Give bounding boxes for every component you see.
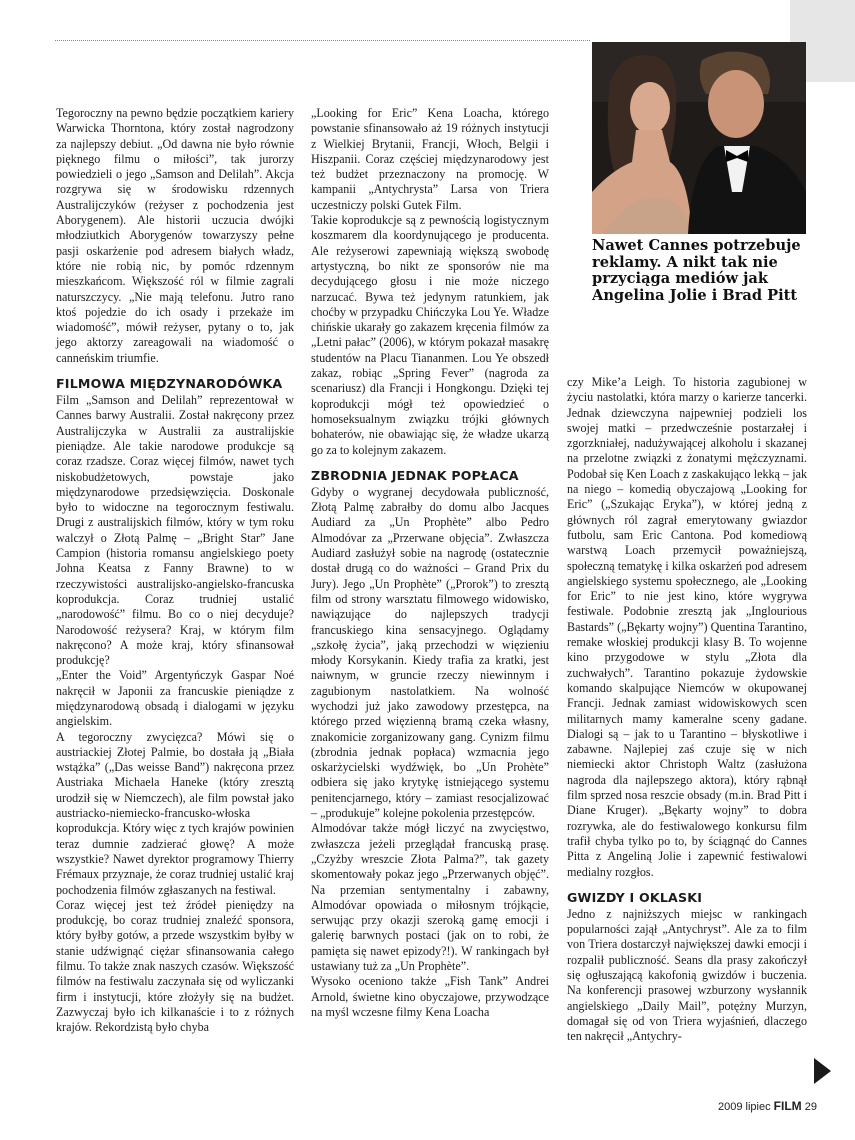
celebrity-photo — [592, 42, 806, 234]
paragraph: Almodóvar także mógł liczyć na zwycięstwo, zwłaszcza jeżeli przeglądał francuską prasę. „Czyżby wreszcie Złota Palma?”, tak gazety skomentowały pokaz jego „Przerwanych objęć”. Na przemian sentymentalny i zabawny, Almodóvar opowiada o miłosnym trójkącie, serwując przy okazji szeroką gamę emocji i galerię barwnych postaci (jak on to robi, że pamięta się nawet epizody?!). W rankingach był ustawiany tuż za „Un Prophète”. — [311, 821, 549, 974]
photo-illustration — [592, 42, 806, 234]
paragraph: „Looking for Eric” Kena Loacha, którego powstanie sfinansowało aż 19 różnych instytucji z Wielkiej Brytanii, Francji, Włoch, Belgii i Hiszpanii. Coraz częściej międzynarodowy jest też budżet przeznaczony na promocję. W kampanii „Antychrysta” Larsa von Triera uczestniczy polski Gutek Film. — [311, 106, 549, 212]
paragraph: Wysoko oceniono także „Fish Tank” Andrei Arnold, świetne kino obyczajowe, przywodzące na myśl wczesne filmy Kena Loacha — [311, 974, 549, 1019]
next-page-arrow-icon — [814, 1058, 831, 1084]
page-number: 29 — [804, 1101, 817, 1113]
section-heading: ZBRODNIA JEDNAK POPŁACA — [311, 467, 519, 483]
paragraph: Jedno z najniższych miejsc w rankingach popularności zajął „Antychryst”. Ale za to film von Triera dostarczył największej dawki emocji i rozpalił publiczność. Seans dla prasy zakończył się ogłuszającą kakofonią gwizdów i buczenia. Na konferencji prasowej wzburzony wysłannik angielskiego „Daily Mail”, potężny Murzyn, domagał się od von Triera wyjaśnień, dlaczego ten nakręcił „Antychry- — [567, 906, 807, 1044]
section-heading: GWIZDY I OKLASKI — [567, 889, 703, 905]
top-dotted-rule — [55, 40, 590, 41]
paragraph: Coraz więcej jest też źródeł pieniędzy na produkcję, bo coraz trudniej znaleźć sponsora, który byłby gotów, a przede wszystkim byłby w stanie udźwignąć ciężar sfinansowania całego filmu. To także znak naszych czasów. Większość filmów na festiwalu zaczynała się od wyliczanki firm i instytucji, które złożyły się na budżet. Zazwyczaj było ich kilkanaście i to z różnych krajów. Rekordzistą było chyba — [56, 897, 294, 1035]
paragraph: Tegoroczny na pewno będzie początkiem kariery Warwicka Thorntona, który został nagrodzony za najlepszy debiut. „Od dawna nie było równie pięknego filmu o miłości”, tak jurorzy powiedzieli o jego „Samson and Delilah”. Akcja rozgrywa się w środowisku rdzennych Australijczyków (reżyser z pochodzenia jest Aborygenem). Ale historii uczucia dwójki młodziutkich Aborygenów towarzyszy pełne pasji oskarżenie pod adresem białych władz, które nie robią nic, by pomóc rdzennym mieszkańcom. Większość ról w filmie zagrali naturszczycy. „Nie mają telefonu. Jutro rano ktoś pojedzie do ich osady i przekaże im wiadomość”, mówił reżyser, pytany o to, jak jego aktorzy zareagowali na wiadomość o canneńskim triumfie. — [56, 106, 294, 365]
article-column-1 — [56, 106, 294, 1036]
article-column-3 — [567, 375, 807, 1044]
article-column-2 — [311, 106, 549, 1020]
paragraph: A tegoroczny zwycięzca? Mówi się o austriackiej Złotej Palmie, bo dostała ją „Biała wstążka” („Das weisse Band”) nakręcona przez Austriaka Michaela Haneke (który zresztą urodził się w Niemczech), ale film powstał jako austriacko-niemiecko-francusko-włoska koprodukcja. Który więc z tych krajów powinien teraz dumnie zadzierać głowę? A może wszystkie? Nawet dyrektor programowy Thierry Frémaux przyznaje, że coraz trudniej ustalić kraj pochodzenia filmów zgłaszanych na festiwal. — [56, 729, 294, 897]
paragraph: „Enter the Void” Argentyńczyk Gaspar Noé nakręcił w Japonii za francuskie pieniądze z międzynarodową obsadą i dialogami w języku angielskim. — [56, 668, 294, 729]
photo-caption: Nawet Cannes potrzebuje reklamy. A nikt tak nie przyciąga mediów jak Angelina Jolie i Brad Pitt — [592, 237, 801, 304]
section-heading: FILMOWA MIĘDZYNARODÓWKA — [56, 376, 283, 392]
paragraph: Takie koprodukcje są z pewnością logistycznym koszmarem dla koordynującego je producenta. Ale reżyserowi zapewniają większą swobodę artystyczną, bo nikt ze sponsorów nie ma decydującego głosu i nie może niczego narzucać. Bywa też jedynym ratunkiem, jak choćby w przypadku Chińczyka Lou Ye. Władze chińskie ukarały go zakazem kręcenia filmów za „Letni pałac” (2006), w którym pokazał masakrę studentów na Placu Tiananmen. Lou Ye obszedł zakaz, robiąc „Spring Fever” (nagroda za scenariusz) dla Francji i Hongkongu. Dzięki tej koprodukcji mógł też opowiedzieć o homoseksualnym związku trójki głównych bohaterów, nie obawiając się, że władze ukarzą go za to kolejnym zakazem. — [311, 213, 549, 457]
issue-date: 2009 lipiec — [718, 1101, 771, 1113]
magazine-name: FILM — [773, 1099, 802, 1113]
paragraph: Film „Samson and Delilah” reprezentował w Cannes barwy Australii. Został nakręcony przez Australijczyka w Australii za australijskie pieniądze. Ale takie narodowe produkcje są coraz rzadsze. Coraz więcej filmów, nawet tych niskobudżetowych, powstaje jako międzynarodowe przedsięwzięcia. Doskonale było to widoczne na tegorocznym festiwalu. Drugi z australijskich filmów, który w tym roku walczył o Złotą Palmę – „Bright Star” Jane Campion (historia romansu angielskiego poety Johna Keatsa z Fanny Brawne) to w rzeczywistości australijsko-angielsko-francuska koprodukcja. Coraz trudniej ustalić „narodowość” filmu. Bo co o niej decyduje? Narodowość reżysera? Kraj, w którym film nakręcono? A może kraj, który sfinansował produkcję? — [56, 393, 294, 668]
paragraph: czy Mike’a Leigh. To historia zagubionej w życiu nastolatki, która marzy o karierze tancerki. Jednak dziewczyna najpewniej podzieli los swojej matki – przedwcześnie postarzałej i zgorzkniałej, nadużywającej alkoholu i skazanej na przelotne związki z żonatymi mężczyznami. Podobał się Ken Loach z zaskakująco lekką – jak na niego – komedią obyczajową „Looking for Eric” („Szukając Eryka”), w której jedną z głównych ról zagrał emerytowany gwiazdor futbolu, sam Eric Cantona. Pod komediową warstwą Loach przemycił poważniejszą, społeczną tematykę i kilka oskarżeń pod adresem angielskiego systemu społecznego, ale „Looking for Eric” to nie jest kino, które wygrywa festiwale. Podobnie zresztą jak „Inglourious Bastards” („Bękarty wojny”) Quentina Tarantino, remake włoskiej produkcji klasy B. To wojenne kino przygodowe w stylu „Złota dla zuchwałych”. Tarantino pokazuje żydowskie komando skalpujące Niemców w okupowanej Francji. Jednak zamiast widowiskowych scen militarnych mamy kameralne sceny gadane. Dialogi są – jak to u Tarantino – błyskotliwe i zabawne. Najlepiej zaś czuje się w nich niemiecki aktor Christoph Waltz (zasłużona nagroda dla najlepszego aktora), który rąbnął film sprzed nosa reszcie obsady (m.in. Brad Pitt i Diane Kruger). „Bękarty wojny” to dobra rozrywka, ale do festiwalowego konkursu film trafił chyba tylko po to, by ściągnąć do Cannes Pitta z Angeliną Jolie i zapewnić festiwalowi medialny rozgłos. — [567, 375, 807, 879]
paragraph: Gdyby o wygranej decydowała publiczność, Złotą Palmę zabrałby do domu albo Jacques Audiard za „Un Prophète” albo Pedro Almodóvar za „Przerwane objęcia”. Zwłaszcza Audiard zasłużył sobie na nagrodę (ostatecznie dostał drugą co do ważności – Grand Prix du Jury). Jego „Un Prophète” („Prorok”) to zresztą film od strony warsztatu filmowego widowisko, nawiązujące do najlepszych tradycji francuskiego kina sensacyjnego. Oglądamy „szkołę życia”, jaką przechodzi w więzieniu młody Korsykanin. Kiedy trafia za kratki, jest naiwnym, w gruncie rzeczy niewinnym i zagubionym nastolatkiem. Na wolność wychodzi już jako zawodowy przestępca, na którego przed więzienną bramą czeka własny, znakomicie zorganizowany gang. Cynizm filmu (zbrodnia jednak popłaca) wzmacnia jego oskarżycielski wydźwięk, bo „Un Prohète” odbiera się jako krytykę istniejącego systemu penitencjarnego, który – zamiast resocjalizować – „produkuje” kolejne pokolenia przestępców. — [311, 484, 549, 821]
page-footer — [718, 1099, 817, 1113]
